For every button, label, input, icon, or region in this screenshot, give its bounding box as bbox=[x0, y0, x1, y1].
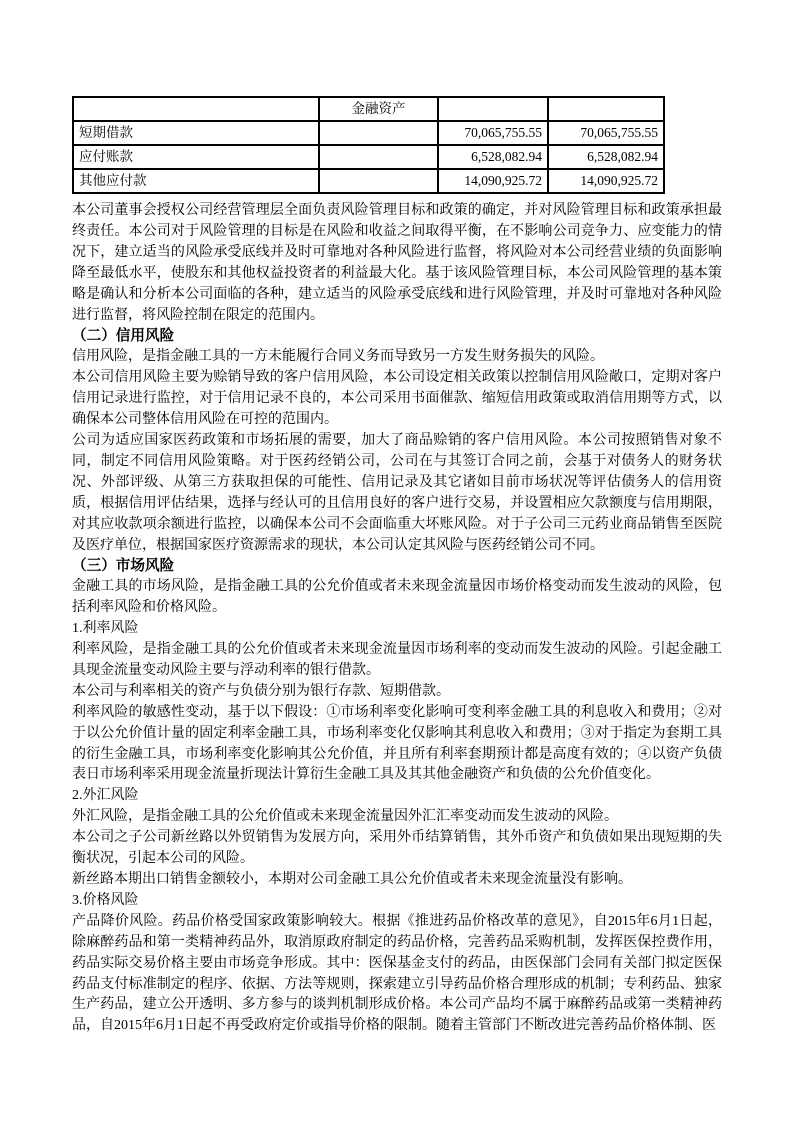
body-text bbox=[72, 201, 722, 1037]
paragraph-fx-risk-impact: 新丝路本期出口销售金额较小，本期对公司金融工具公允价值或者未来现金流量没有影响。 bbox=[72, 872, 632, 887]
table-row-other-payables bbox=[73, 169, 664, 193]
paragraph-credit-risk-policy: 本公司信用风险主要为赊销导致的客户信用风险，本公司设定相关政策以控制信用风险敞口，定期对客户信用记录进行监控，对于信用记录不良的，本公司采用书面催款、缩短信用政策或取消信用期等方式，以确保本公司整体信用风险在可控的范围内。 bbox=[72, 370, 722, 428]
paragraph-fx-risk-definition: 外汇风险，是指金融工具的公允价值或未来现金流量因外汇汇率变动而发生波动的风险。 bbox=[72, 809, 618, 825]
paragraph-credit-risk-strategy: 公司为适应国家医药政策和市场拓展的需要，加大了商品赊销的客户信用风险。本公司按照销售对象不同，制定不同信用风险策略。对于医药经销公司，公司在与其签订合同之前，会基于对债务人的财务状况、外部评级、从第三方获取担保的可能性、信用记录及其它诸如目前市场状况等评估债务人的信用资质，根据信用评估结果，选择与经认可的且信用良好的客户进行交易，并设置相应欠款额度与信用期限，对其应收款项余额进行监控，以确保本公司不会面临重大坏账风险。对于子公司三元药业商品销售至医院及医疗单位，根据国家医疗资源需求的现状，本公司认定其风险与医药经销公司不同。 bbox=[72, 432, 722, 553]
paragraph-risk-management-overview: 本公司董事会授权公司经营管理层全面负责风险管理目标和政策的确定，并对风险管理目标和政策承担最终责任。本公司对于风险管理的目标是在风险和收益之间取得平衡，在不影响公司竞争力、应变能力的情况下，建立适当的风险承受底线并及时可靠地对各种风险进行监督，将风险对本公司经营业绩的负面影响降至最低水平，使股东和其他权益投资者的利益最大化。基于该风险管理目标，本公司风险管理的基本策略是确认和分析本公司面临的各种，建立适当的风险承受底线和进行风险管理，并及时可靠地对各种风险进行监督，将风险控制在限定的范围内。 bbox=[72, 203, 722, 323]
header-empty-cell-2 bbox=[438, 97, 548, 121]
paragraph-market-risk-definition: 金融工具的市场风险，是指金融工具的公允价值或者未来现金流量因市场价格变动而发生波动的风险，包括利率风险和价格风险。 bbox=[72, 579, 722, 616]
amount-cell: 70,065,755.55 bbox=[438, 121, 548, 145]
paragraph-interest-rate-sensitivity: 利率风险的敏感性变动，基于以下假设：①市场利率变化影响可变利率金融工具的利息收入和费用；②对于以公允价值计量的固定利率金融工具，市场利率变化仅影响其利息收入和费用；③对于指定为套期工具的衍生金融工具，市场利率变化影响其公允价值，并且所有利率套期预计都是高度有效的；④以资产负债表日市场利率采用现金流量折现法计算衍生金融工具及其其他金融资产和负债的公允价值变化。 bbox=[72, 704, 722, 783]
header-empty-cell-3 bbox=[548, 97, 664, 121]
paragraph-interest-rate-definition: 利率风险，是指金融工具的公允价值或者未来现金流量因市场利率的变动而发生波动的风险。引起金融工具现金流量变动风险主要与浮动利率的银行借款。 bbox=[72, 642, 722, 678]
paragraph-credit-risk-definition: 信用风险，是指金融工具的一方未能履行合同义务而导致另一方发生财务损失的风险。 bbox=[72, 349, 604, 365]
paragraph-interest-rate-assets: 本公司与利率相关的资产与负债分别为银行存款、短期借款。 bbox=[72, 683, 450, 699]
content-column bbox=[72, 96, 722, 1037]
section-heading-market-risk: （三）市场风险 bbox=[72, 558, 175, 575]
amount-cell: 70,065,755.55 bbox=[548, 121, 664, 145]
row-label: 短期借款 bbox=[73, 121, 319, 145]
header-empty-cell bbox=[73, 97, 319, 121]
amount-cell: 14,090,925.72 bbox=[548, 169, 664, 193]
table-header-row bbox=[73, 97, 664, 121]
amount-cell: 14,090,925.72 bbox=[438, 169, 548, 193]
section-heading-credit-risk: （二）信用风险 bbox=[72, 328, 175, 345]
paragraph-fx-risk-subsidiary: 本公司之子公司新丝路以外贸销售为发展方向，采用外币结算销售，其外币资产和负债如果出现短期的失衡状况，引起本公司的风险。 bbox=[72, 830, 722, 867]
row-label: 应付账款 bbox=[73, 145, 319, 169]
amount-cell: 6,528,082.94 bbox=[548, 145, 664, 169]
subsection-label-interest-rate-risk: 1.利率风险 bbox=[72, 621, 139, 637]
financial-liabilities-table bbox=[72, 96, 665, 194]
subsection-label-price-risk: 3.价格风险 bbox=[72, 892, 139, 908]
row-label: 其他应付款 bbox=[73, 169, 319, 193]
empty-cell bbox=[319, 121, 438, 145]
paragraph-price-risk: 产品降价风险。药品价格受国家政策影响较大。根据《推进药品价格改革的意见》，自2015年6月1日起，除麻醉药品和第一类精神药品外，取消原政府制定的药品价格，完善药品采购机制，发挥医保控费作用，药品实际交易价格主要由市场竞争形成。其中：医保基金支付的药品，由医保部门会同有关部门拟定医保药品支付标准制定的程序、依据、方法等规则，探索建立引导药品价格合理形成的机制；专利药品、独家生产药品，建立公开透明、多方参与的谈判机制形成价格。本公司产品均不属于麻醉药品或第一类精神药品，自2015年6月1日起不再受政府定价或指导价格的限制。随着主管部门不断改进完善药品价格体制、医 bbox=[72, 913, 722, 1034]
table-row-short-term-borrowings bbox=[73, 121, 664, 145]
table-row-accounts-payable bbox=[73, 145, 664, 169]
amount-cell: 6,528,082.94 bbox=[438, 145, 548, 169]
header-financial-assets: 金融资产 bbox=[319, 97, 438, 121]
empty-cell bbox=[319, 169, 438, 193]
empty-cell bbox=[319, 145, 438, 169]
subsection-label-fx-risk: 2.外汇风险 bbox=[72, 788, 139, 804]
